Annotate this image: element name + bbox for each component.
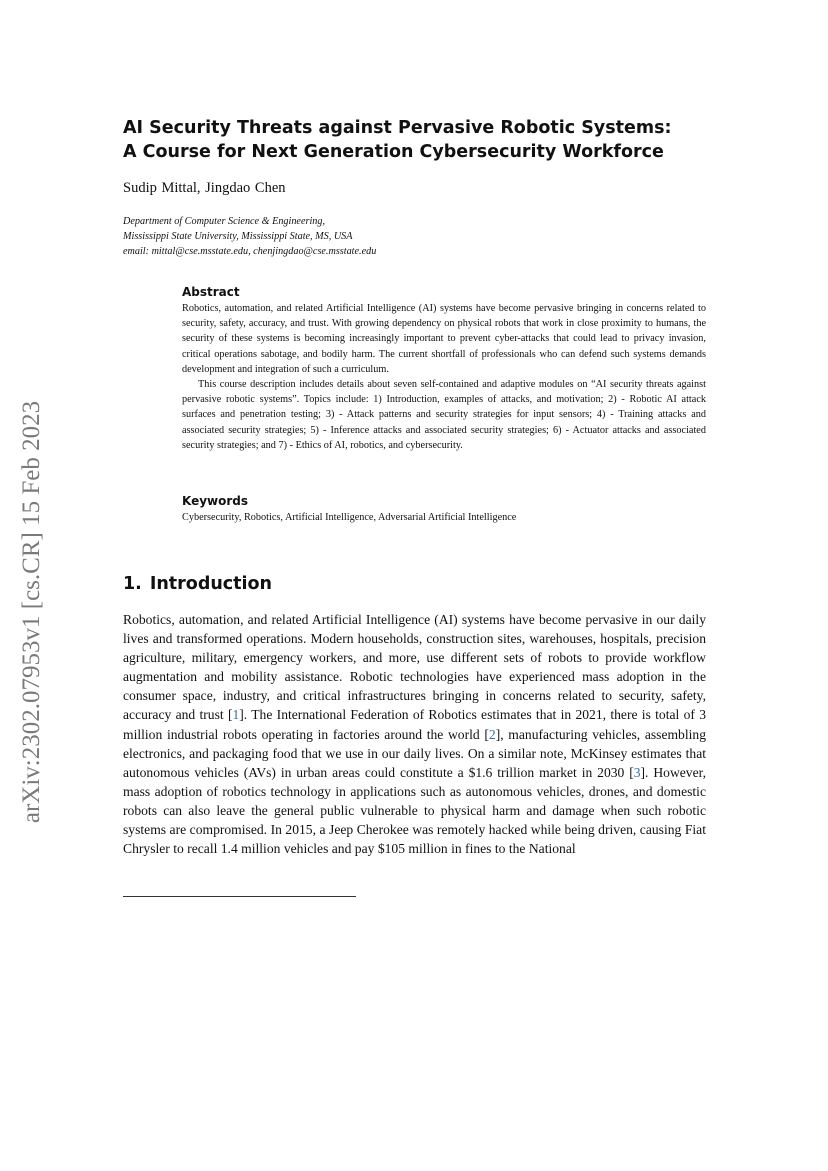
intro-text-segment-4: ]. However, mass adoption of robotics technology in applications such as autonomous vehicles, drones, and domestic robots can also leave the general public vulnerable to physical harm and damage when such robotic systems are compromised. In 2015, a Jeep Cherokee was remotely hacked while being driven, causing Fiat Chrysler to recall 1.4 million vehicles and pay $105 million in fines to the National — [123, 764, 707, 857]
introduction-paragraph — [123, 610, 706, 858]
intro-text-segment-1: Robotics, automation, and related Artificial Intelligence (AI) systems have become pervasive in our daily lives and transformed operations. Modern households, construction sites, warehouses, hospitals, precision agriculture, military, emergency workers, and more, use different sets of robots to provide workflow augmentation and mobility assistance. Robotic technologies have experienced mass adoption in the consumer space, industry, and critical infrastructures bringing in concerns related to security, safety, accuracy and trust [ — [123, 612, 706, 723]
abstract-paragraph-2: This course description includes details about seven self-contained and adaptive modules on “AI security threats against pervasive robotic systems”. Topics include: 1) Introduction, examples of attacks, and motivation; 2) - Robotic AI attack surfaces and penetration testing; 3) - Attack patterns and security strategies for input sensors; 4) - Training attacks and associated security strategies; 5) - Inference attacks and associated security strategies; 6) - Actuator attacks and associated security strategies; and 7) - Ethics of AI, robotics, and cybersecurity. — [182, 379, 706, 451]
abstract-paragraph-1: Robotics, automation, and related Artificial Intelligence (AI) systems have become pervasive bringing in concerns related to security, safety, accuracy, and trust. With growing dependency on physical robots that work in close proximity to humans, the security of these systems is becoming increasingly important to prevent cyber-attacks that could lead to privacy invasion, critical operations sabotage, and bodily harm. The current shortfall of professionals who can defend such systems demands development and integration of such a curriculum. — [182, 303, 706, 375]
intro-text-segment-2: ]. The International Federation of Robotics estimates that in 2021, there is total of 3 million industrial robots operating in factories around the world [ — [123, 707, 706, 742]
citation-link-3[interactable]: 3 — [633, 764, 641, 780]
citation-link-2[interactable]: 2 — [488, 726, 496, 742]
footnote-separator — [123, 896, 356, 897]
keywords-list: Cybersecurity, Robotics, Artificial Intelligence, Adversarial Artificial Intelligence — [182, 512, 517, 523]
paper-authors: Sudip Mittal, Jingdao Chen — [123, 180, 286, 196]
introduction-heading — [123, 573, 272, 595]
author-affiliation — [123, 214, 723, 259]
keywords-heading: Keywords — [182, 494, 249, 508]
paper-title-line-1: AI Security Threats against Pervasive Robotic Systems: — [123, 118, 672, 138]
paper-title-line-2: A Course for Next Generation Cybersecurity Workforce — [123, 142, 664, 162]
affiliation-department: Department of Computer Science & Engineering, — [123, 216, 326, 227]
affiliation-university: Mississippi State University, Mississippi State, MS, USA — [123, 231, 353, 242]
paper-title — [123, 116, 723, 164]
intro-text-segment-3: ], manufacturing vehicles, assembling electronics, and packaging food that we use in our daily lives. On a similar note, McKinsey estimates that autonomous vehicles (AVs) in urban areas could constitute a $1.6 trillion market in 2030 [ — [123, 726, 706, 780]
citation-link-1[interactable]: 1 — [232, 707, 240, 723]
affiliation-email: email: mittal@cse.msstate.edu, chenjingdao@cse.msstate.edu — [123, 246, 377, 257]
section-number: 1. — [123, 574, 142, 594]
section-title: Introduction — [149, 574, 273, 594]
abstract-section — [182, 285, 706, 453]
arxiv-identifier-stamp: arXiv:2302.07953v1 [cs.CR] 15 Feb 2023 — [18, 400, 45, 824]
keywords-section — [182, 494, 706, 525]
abstract-heading: Abstract — [182, 285, 240, 299]
